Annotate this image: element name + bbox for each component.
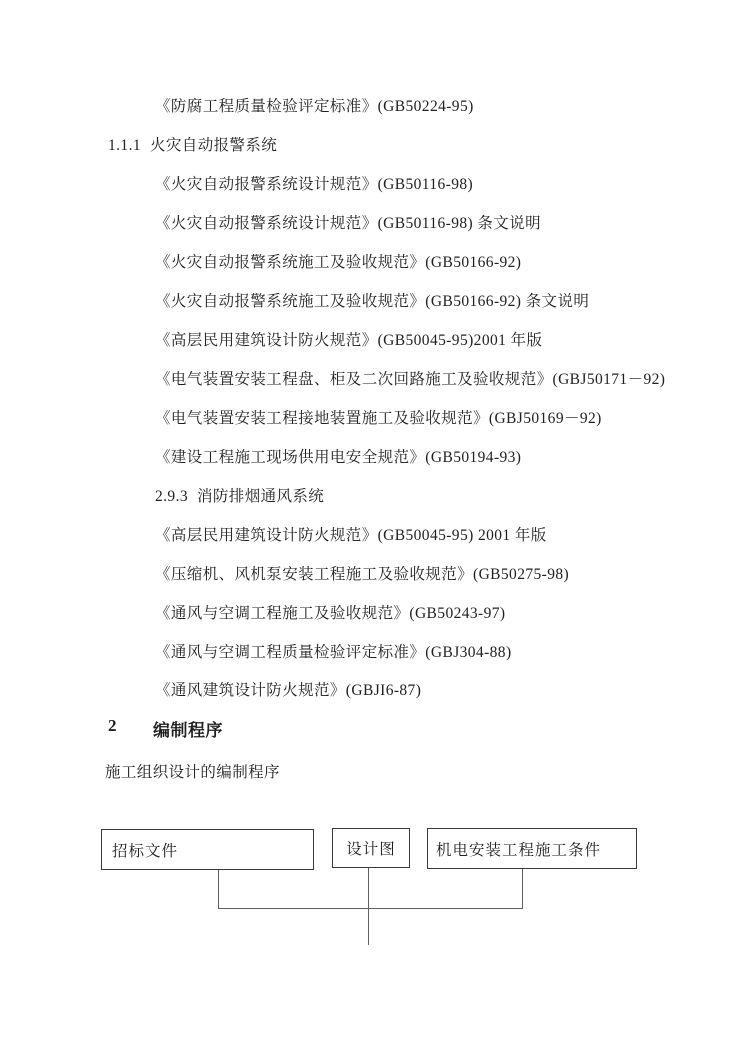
flowchart-box-installation-conditions xyxy=(427,828,637,869)
section-heading-title: 编制程序 xyxy=(153,721,223,740)
standard-list-item xyxy=(155,97,474,117)
standard-list-item xyxy=(155,565,569,585)
flowchart-box-label: 招标文件 xyxy=(112,842,179,860)
item-text: 《火灾自动报警系统设计规范》(GB50116-98) xyxy=(155,176,474,193)
flowchart-connector-left-vertical xyxy=(218,870,219,908)
item-text: 《压缩机、风机泵安装工程施工及验收规范》(GB50275-98) xyxy=(155,566,570,583)
flowchart-box-label: 设计图 xyxy=(346,841,396,858)
standard-list-item xyxy=(155,253,521,273)
item-text: 《高层民用建筑设计防火规范》(GB50045-95)2001 年版 xyxy=(155,332,543,349)
standard-list-item xyxy=(155,604,505,624)
standard-list-item xyxy=(155,214,541,234)
standard-list-item xyxy=(155,370,665,390)
flowchart-box-design-drawings xyxy=(332,828,410,868)
item-text: 《通风与空调工程施工及验收规范》(GB50243-97) xyxy=(155,605,506,622)
item-text: 《电气装置安装工程盘、柜及二次回路施工及验收规范》(GBJ50171－92) xyxy=(155,371,666,388)
section-subheading: 施工组织设计的编制程序 xyxy=(105,764,280,781)
standard-list-item xyxy=(155,487,324,507)
item-number: 1.1.1 xyxy=(108,137,141,154)
standard-list-item xyxy=(108,136,277,156)
item-text: 火灾自动报警系统 xyxy=(150,137,278,154)
item-text: 《火灾自动报警系统施工及验收规范》(GB50166-92) xyxy=(155,254,522,271)
section-heading-number: 2 xyxy=(108,716,117,735)
flowchart-connector-horizontal-join xyxy=(218,908,523,909)
item-text: 《电气装置安装工程接地装置施工及验收规范》(GBJ50169－92) xyxy=(155,410,602,427)
flowchart-connector-right-vertical xyxy=(522,869,523,908)
standard-list-item xyxy=(155,681,421,701)
standard-list-item xyxy=(155,292,589,312)
item-text: 《通风建筑设计防火规范》(GBJI6-87) xyxy=(155,682,422,699)
standard-list-item xyxy=(155,526,547,546)
standard-list-item xyxy=(155,448,521,468)
flowchart-connector-center-vertical xyxy=(368,868,369,945)
standard-list-item xyxy=(155,331,542,351)
item-text: 《防腐工程质量检验评定标准》(GB50224-95) xyxy=(155,98,474,115)
standard-list-item xyxy=(155,643,512,663)
standard-list-item xyxy=(155,175,473,195)
item-text: 《火灾自动报警系统设计规范》(GB50116-98) 条文说明 xyxy=(155,215,541,232)
section-heading xyxy=(108,716,223,741)
standard-list-item xyxy=(155,409,602,429)
item-number: 2.9.3 xyxy=(155,488,188,505)
item-text: 《通风与空调工程质量检验评定标准》(GBJ304-88) xyxy=(155,644,512,661)
flowchart-box-label: 机电安装工程施工条件 xyxy=(436,841,602,859)
flowchart-box-bid-documents xyxy=(101,829,314,870)
item-text: 消防排烟通风系统 xyxy=(197,488,325,505)
item-text: 《火灾自动报警系统施工及验收规范》(GB50166-92) 条文说明 xyxy=(155,293,590,310)
item-text: 《高层民用建筑设计防火规范》(GB50045-95) 2001 年版 xyxy=(155,527,547,544)
item-text: 《建设工程施工现场供用电安全规范》(GB50194-93) xyxy=(155,449,522,466)
